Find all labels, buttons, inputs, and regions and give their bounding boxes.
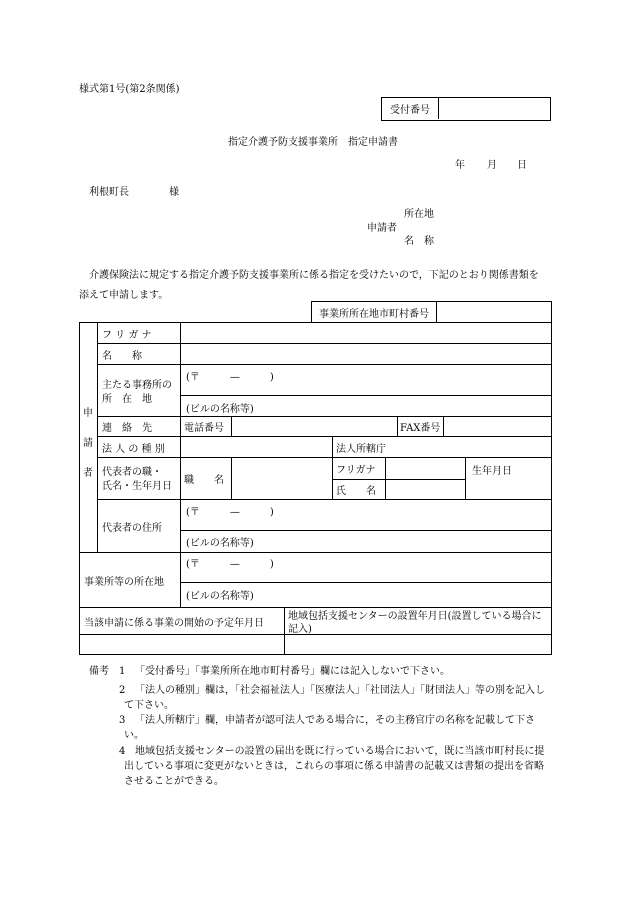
corp-type-field[interactable] <box>182 438 331 456</box>
rep-label-2: 氏名・生年月日 <box>102 481 172 492</box>
rep-address-building: (ビルの名称等) <box>186 538 254 549</box>
intro-line-2: 添えて申請します。 <box>79 290 169 301</box>
contact-label: 連 絡 先 <box>102 423 152 434</box>
main-office-postal: (〒 — ) <box>186 372 274 383</box>
note-2-line-2: て下さい。 <box>124 700 174 711</box>
phone-label: 電話番号 <box>184 423 224 434</box>
rep-name-label: 氏 名 <box>336 486 376 497</box>
office-address-postal: (〒 — ) <box>186 559 274 570</box>
form-label: 様式第1号(第2条関係) <box>79 84 180 95</box>
notes-head: 備考 <box>89 666 109 677</box>
receipt-box <box>381 97 551 121</box>
date-year: 年 <box>455 160 465 171</box>
position-label: 職 名 <box>184 475 224 486</box>
office-address-label: 事業所等の所在地 <box>84 576 164 588</box>
note-4-line-2: 出している事項に変更がないときは，これらの事項に係る申請書の記載又は書類の提出を省略 <box>124 761 544 772</box>
main-office-label-2: 所 在 地 <box>102 394 152 405</box>
center-date-field[interactable] <box>286 636 550 654</box>
corp-type-label: 法 人 の 種 別 <box>102 443 165 455</box>
note-1-num: 1 <box>119 666 126 677</box>
municipality-code-box <box>311 301 552 323</box>
addressee-honorific: 様 <box>169 187 179 198</box>
start-date-field[interactable] <box>82 636 283 654</box>
name-field[interactable] <box>182 345 550 363</box>
note-2-line-1: 「法人の種別」欄は，「社会福祉法人」「医療法人」「社団法人」「財団法人」等の別を記入し <box>135 685 545 696</box>
fax-label: FAX番号 <box>400 423 441 434</box>
municipality-code-label: 事業所所在地市町村番号 <box>312 302 437 323</box>
rep-label-1: 代表者の職・ <box>102 467 162 478</box>
receipt-number-field[interactable] <box>439 98 549 119</box>
note-4-line-3: させることができる。 <box>124 776 224 787</box>
center-date-label: 地域包括支援センターの設置年月日(設置している場合に記入) <box>288 611 542 635</box>
start-date-label: 当該申請に係る事業の開始の予定年月日 <box>84 617 264 629</box>
fax-field[interactable] <box>445 418 550 435</box>
note-1-line-1: 「受付番号」「事業所所在地市町村番号」欄には記入しないで下さい。 <box>135 666 450 677</box>
position-field[interactable] <box>233 459 331 498</box>
note-3-line-2: い。 <box>124 730 144 741</box>
note-4-num: 4 <box>119 746 126 757</box>
application-form-table <box>79 322 552 655</box>
corp-authority-field[interactable] <box>398 438 550 456</box>
applicant-label: 申請者 <box>367 223 397 234</box>
applicant-address-label: 所在地 <box>404 209 434 220</box>
rep-name-field[interactable] <box>387 481 464 498</box>
intro-line-1: 介護保険法に規定する指定介護予防支援事業所に係る指定を受けたいので，下記のとおり関係書類を <box>89 270 539 281</box>
note-3-num: 3 <box>119 715 126 726</box>
furigana-field[interactable] <box>182 324 550 342</box>
receipt-label: 受付番号 <box>382 98 439 119</box>
main-office-building: (ビルの名称等) <box>186 404 254 415</box>
corp-authority-label: 法人所轄庁 <box>336 443 386 455</box>
note-3-line-1: 「法人所轄庁」欄，申請者が認可法人である場合に，その主務官庁の名称を記載して下さ <box>135 715 535 726</box>
name-label: 名 称 <box>102 350 142 362</box>
section-label-applicant: 申請者 <box>83 408 93 479</box>
rep-furigana-label: フリガナ <box>336 465 376 476</box>
rep-address-label: 代表者の住所 <box>102 522 162 534</box>
note-4-line-1: 地域包括支援センターの設置の届出を既に行っている場合において，既に当該市町村長に提 <box>135 746 545 757</box>
phone-field[interactable] <box>233 418 396 435</box>
note-2-num: 2 <box>119 685 126 696</box>
birth-label: 生年月日 <box>472 466 512 477</box>
rep-furigana-field[interactable] <box>387 459 464 478</box>
addressee-name: 利根町長 <box>89 187 129 198</box>
rep-address-postal: (〒 — ) <box>186 507 274 518</box>
furigana-label: フ リ ガ ナ <box>102 329 152 341</box>
document-title: 指定介護予防支援事業所 指定申請書 <box>228 137 398 148</box>
municipality-code-field[interactable] <box>437 302 547 323</box>
date-month: 月 <box>487 160 497 171</box>
main-office-label-1: 主たる事務所の <box>102 380 172 391</box>
office-address-building: (ビルの名称等) <box>186 591 254 602</box>
applicant-name-label: 名 称 <box>404 236 434 247</box>
date-day: 日 <box>517 160 527 171</box>
